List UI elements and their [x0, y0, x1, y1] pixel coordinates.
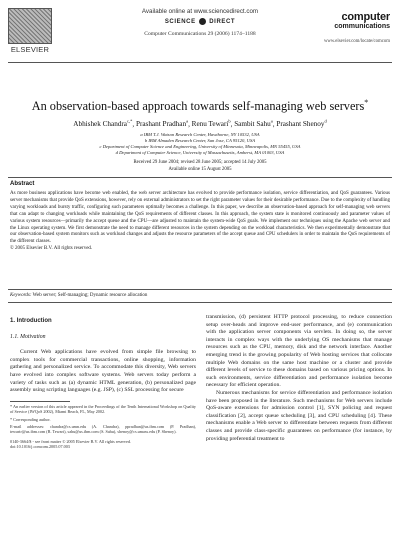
online-date: Available online 15 August 2005 — [168, 166, 232, 172]
journal-logo — [320, 12, 390, 44]
article-dates — [60, 160, 340, 173]
journal-name-line2: communications — [334, 23, 390, 30]
author-list: Abhishek Chandra$^{c,*}$, Prashant Pradhan$^a$, Renu Tewari$^b$, Sambit Sahu$^a$, Prashant Shenoy$^d$ — [73, 119, 327, 129]
affiliations — [40, 132, 360, 156]
sciencedirect-dot-icon — [199, 18, 206, 25]
received-date: Received 29 June 2004; revised 28 June 2005; accepted 14 July 2005 — [133, 160, 267, 165]
left-column — [10, 314, 196, 450]
author: Renu Tewari$^b$ — [191, 119, 231, 129]
abstract-heading: Abstract — [10, 181, 35, 187]
paper-title — [14, 98, 386, 114]
available-online: Available online at www.sciencedirect.com — [141, 8, 259, 15]
keywords-text: Web server; Self-managing; Dynamic resource allocation — [32, 293, 148, 298]
body-paragraph: Numerous mechanisms for service differentiation and performance isolation have been proposed in the literature. Such mechanisms for Web servers include QoS-aware extensions for admission control [1], SYN policing and request classification [2], accept queue scheduling [3], and CPU scheduling [4]. These mechanisms enable a Web server to differentiate between requests from different classes and provide class-specific guarantees on performance (for instance, by providing preferential treatment to — [206, 389, 392, 442]
affiliation: c Department of Computer Science and Engineering, University of Minnesota, Minneapolis, MN 55455, USA — [99, 144, 301, 149]
title-footnote-mark: * — [364, 98, 369, 107]
keywords-label: Keywords: — [10, 293, 32, 298]
footnote-rule — [10, 401, 70, 402]
header-rule — [8, 62, 392, 63]
publisher-name: ELSEVIER — [10, 45, 50, 54]
abstract-text: As more business applications have become web enabled, the web server architecture has evolved to provide performance isolation, service differentiation, and QoS guarantees. Various server mechanisms that provide QoS extensions, however, rely on external administrators to set the right parameter values for their desirable performance. Due to the complexity of handling varying workloads and bursty traffic, configuring such parameters optimally becomes a challenge. In this paper, we describe an observation-based approach for self-managing web servers that can adapt to changing workloads while maintaining the QoS requirements of different classes. In this approach, the system state is monitored continuously and parameter values of various system resources—primarily the accept queue and the CPU—are adjusted to maintain the system-wide QoS goals. We implement our techniques using the Apache web server and the Linux operating system. We first demonstrate the need to manage different resources in the system depending on the workload characteristics. We then experimentally demonstrate that our observation-based system monitors such as workload changes and adjusts the resource parameters of the accept queue and CPU schedulers in order to maintain the QoS requirements of the different classes. — [10, 191, 390, 245]
journal-name-line1: computer — [341, 11, 390, 23]
affiliation: b IBM Almaden Research Center, San Jose, CA 95120, USA — [144, 138, 256, 143]
journal-citation: Computer Communications 29 (2006) 1174–1188 — [144, 31, 256, 37]
affiliation: d Department of Computer Science, University of Massachusetts, Amherst, MA 01003, USA — [115, 150, 285, 155]
body-paragraph: Current Web applications have evolved from simple file browsing to complex tools for commercial transactions, online shopping, information gathering and personalized service. To accommodate this diversity, Web servers have evolved into complex software systems. Web servers today perform a variety of tasks such as (a) dynamic HTML generation, (b) personalized page assembly using scripting languages (e.g. JSP), (c) SSL processing for secure — [10, 349, 196, 394]
body-paragraph: transmission, (d) persistent HTTP protocol processing, to reduce connection setup over-heads and improve end-user performance, and (e) communication with the application server components via servlets. In doing so, the server interacts in complex ways with the underlying OS mechanisms that manage resources such as the CPU, memory, disk and the network interface. Another emerging trend is the growing popularity of Web hosting services that collocate multiple Web domains on the same host machine or a cluster and provide different levels of service to these domains based on various pricing options. In such environments, service differentiation and performance isolation become necessary for efficient operation. — [206, 314, 392, 389]
keywords-rule — [8, 302, 392, 303]
author: Prashant Shenoy$^d$ — [276, 119, 327, 129]
footnote: * Corresponding author. — [10, 416, 51, 422]
sciencedirect-left: SCIENCE — [164, 19, 196, 26]
footnote: * An earlier version of this article appeared in the Proceedings of the Tenth International Workshop on Quality of Service (IWQoS 2002), Miami Beach, FL, May 2002. — [10, 403, 196, 415]
abstract-bottom-rule — [8, 289, 392, 290]
paper-title-text: An observation-based approach towards self-managing web servers — [31, 99, 365, 114]
subsection-heading: 1.1. Motivation — [10, 333, 46, 340]
author: Prashant Pradhan$^a$ — [135, 119, 189, 129]
elsevier-tree-logo-image — [8, 8, 52, 44]
front-matter-line: 0140-3664/$ - see front matter © 2005 Elsevier B.V. All rights reserved. — [10, 438, 132, 444]
copyright: © 2005 Elsevier B.V. All rights reserved. — [10, 246, 93, 252]
journal-url: www.elsevier.com/locate/comcom — [323, 39, 390, 44]
author: Abhishek Chandra$^{c,*}$ — [73, 119, 133, 129]
right-column — [206, 314, 392, 443]
keywords — [10, 293, 390, 298]
abstract-top-rule — [8, 177, 392, 178]
footnote: E-mail addresses: chandra@cs.umn.edu (A. Chandra), ppradhan@us.ibm.com (P. Pradhan), tewarir@us.ibm.com (R. Tewari), sahu@us.ibm.com (S. Sahu), shenoy@cs.umass.edu (P. Shenoy). — [10, 423, 196, 435]
section-heading: 1. Introduction — [10, 318, 52, 324]
affiliation: a IBM T.J. Watson Research Center, Hawthorne, NY 10532, USA — [140, 132, 260, 137]
author: Sambit Sahu$^a$ — [234, 119, 273, 129]
elsevier-logo — [8, 8, 52, 54]
abstract — [10, 191, 390, 253]
doi-line: doi:10.1016/j.comcom.2005.07.003 — [10, 444, 70, 450]
sciencedirect-logo — [70, 18, 330, 25]
sciencedirect-right: DIRECT — [209, 19, 236, 26]
